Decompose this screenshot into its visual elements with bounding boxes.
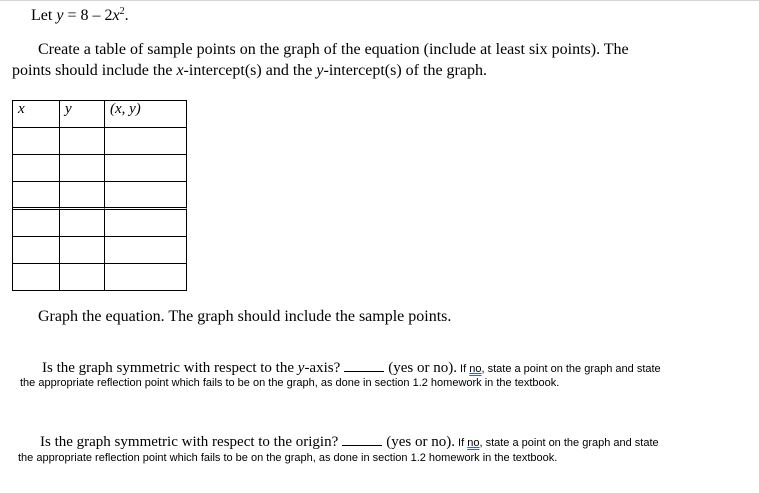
question-1-line-2: the appropriate reflection point which fails to be on the graph, as done in section 1.2 homework in the textbook. [20, 377, 560, 389]
question-1-line-1: Is the graph symmetric with respect to the y-axis? (yes or no). If no, state a point on the graph and state [42, 360, 661, 376]
table-cell[interactable] [60, 128, 105, 155]
table-row [13, 128, 187, 155]
table-cell[interactable] [13, 155, 60, 182]
top-rule [0, 0, 759, 1]
table-cell[interactable] [60, 264, 105, 291]
graph-instruction: Graph the equation. The graph should include the sample points. [38, 308, 452, 325]
instruction-line-2: points should include the x-intercept(s) and the y-intercept(s) of the graph. [12, 62, 487, 79]
table-row [13, 210, 187, 237]
table-cell[interactable] [60, 182, 105, 210]
table-row [13, 237, 187, 264]
table-cell[interactable] [105, 210, 187, 237]
instruction-line-1: Create a table of sample points on the graph of the equation (include at least six points). The [38, 41, 629, 58]
question-2-line-2: the appropriate reflection point which fails to be on the graph, as done in section 1.2 homework in the textbook. [18, 452, 558, 464]
answer-blank-2[interactable] [342, 433, 382, 446]
table-cell[interactable] [13, 264, 60, 291]
table-row [13, 182, 187, 210]
table-cell[interactable] [105, 264, 187, 291]
answer-blank-1[interactable] [344, 359, 384, 372]
question-2-line-1: Is the graph symmetric with respect to the origin? (yes or no). If no, state a point on the graph and state [40, 434, 659, 450]
table-cell[interactable] [13, 182, 60, 210]
header-x: x [13, 101, 60, 128]
table-cell[interactable] [60, 210, 105, 237]
table-cell[interactable] [13, 237, 60, 264]
table-cell[interactable] [13, 210, 60, 237]
table-header-row [13, 101, 187, 128]
table-cell[interactable] [105, 128, 187, 155]
table-cell[interactable] [60, 155, 105, 182]
header-xy: (x, y) [105, 101, 187, 128]
equation-line: Let $y = 8 - 2x^2$. [31, 6, 129, 24]
table-row [13, 155, 187, 182]
sample-points-table [12, 100, 187, 291]
table-cell[interactable] [13, 128, 60, 155]
table-cell[interactable] [60, 237, 105, 264]
table-cell[interactable] [105, 182, 187, 210]
table-row [13, 264, 187, 291]
header-y: y [60, 101, 105, 128]
table-cell[interactable] [105, 155, 187, 182]
table-cell[interactable] [105, 237, 187, 264]
